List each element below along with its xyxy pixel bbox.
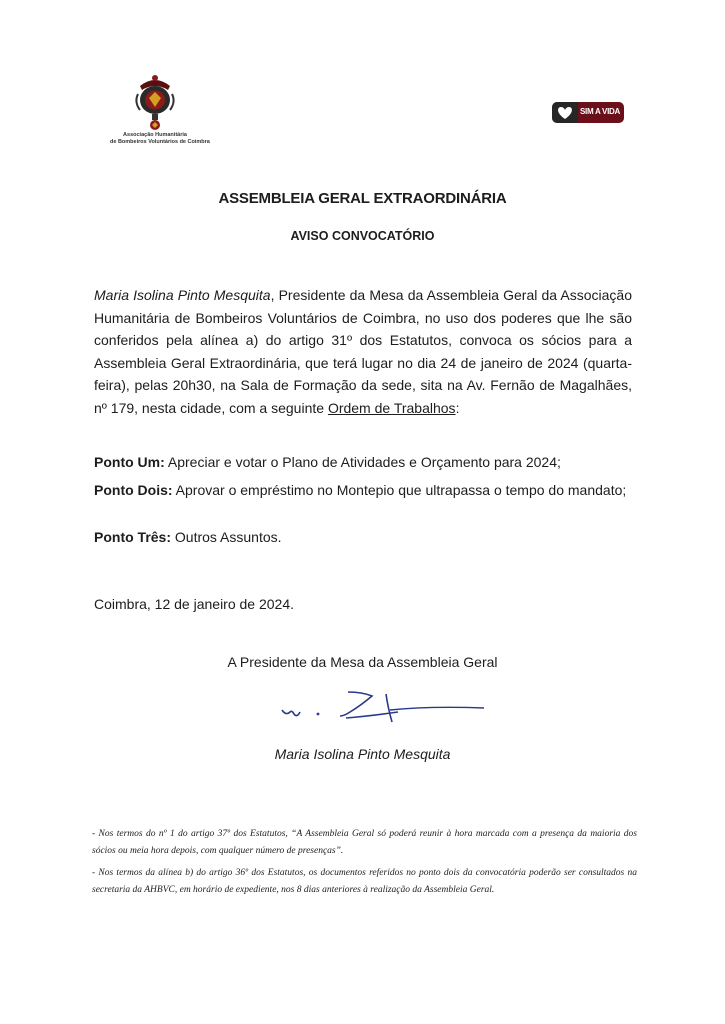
document-title: ASSEMBLEIA GERAL EXTRAORDINÁRIA xyxy=(218,190,507,207)
sim-a-vida-badge xyxy=(552,102,624,123)
date-line: Coimbra, 12 de janeiro de 2024. xyxy=(94,596,295,612)
point-text: Aprovar o empréstimo no Montepio que ultrapassa o tempo do mandato; xyxy=(172,482,627,498)
footnote-1: - Nos termos do nº 1 do artigo 37º dos Estatutos, “A Assembleia Geral só poderá reunir à hora marcada com a presença da maioria dos sócios ou meia hora depois, com qualquer número de presenças”. xyxy=(92,829,637,856)
badge-label: SIM A VIDA xyxy=(580,107,620,116)
paragraph-text: , Presidente da Mesa da Assembleia Geral da Associação Humanitária de Bombeiros Voluntários de Coimbra, no uso dos poderes que lhe são conferidos pela alínea a) do artigo 31º dos Estatutos, convoca os sócios para a Assembleia Geral Extraordinária, que terá lugar no dia 24 de janeiro de 2024 (quarta-feira), pelas 20h30, na Sala de Formação da sede, sita na Av. Fernão de Magalhães, nº 179, nesta cidade, com a seguinte xyxy=(94,287,632,416)
point-text: Apreciar e votar o Plano de Atividades e Orçamento para 2024; xyxy=(164,454,561,470)
convocation-paragraph xyxy=(94,284,632,419)
point-label: Ponto Três: xyxy=(94,529,172,545)
point-text: Outros Assuntos. xyxy=(171,529,282,545)
heart-icon xyxy=(552,102,578,123)
handwritten-signature xyxy=(270,686,500,730)
point-label: Ponto Um: xyxy=(94,454,165,470)
agenda-point-three xyxy=(94,527,632,547)
organization-name-line1: Associação Humanitária xyxy=(123,132,187,138)
footnote-2: - Nos termos da alínea b) do artigo 36º dos Estatutos, os documentos referidos no ponto dois da convocatória poderão ser consultados na secretaria da AHBVC, em horário de expediente, nos 8 dias anteriores à realização da Assembleia Geral. xyxy=(92,868,637,895)
point-label: Ponto Dois: xyxy=(94,482,173,498)
agenda-label: Ordem de Trabalhos xyxy=(327,399,456,416)
signatory-name: Maria Isolina Pinto Mesquita xyxy=(274,746,451,762)
agenda-point-one xyxy=(94,452,632,472)
agenda-point-two xyxy=(94,480,632,500)
organization-name-line2: de Bombeiros Voluntários de Coimbra xyxy=(110,139,210,145)
fire-brigade-emblem-icon xyxy=(132,72,178,132)
document-subtitle: AVISO CONVOCATÓRIO xyxy=(290,229,435,243)
paragraph-end: : xyxy=(455,399,460,416)
organization-logo xyxy=(110,72,210,158)
president-name: Maria Isolina Pinto Mesquita xyxy=(94,287,271,303)
president-title: A Presidente da Mesa da Assembleia Geral xyxy=(227,654,498,670)
